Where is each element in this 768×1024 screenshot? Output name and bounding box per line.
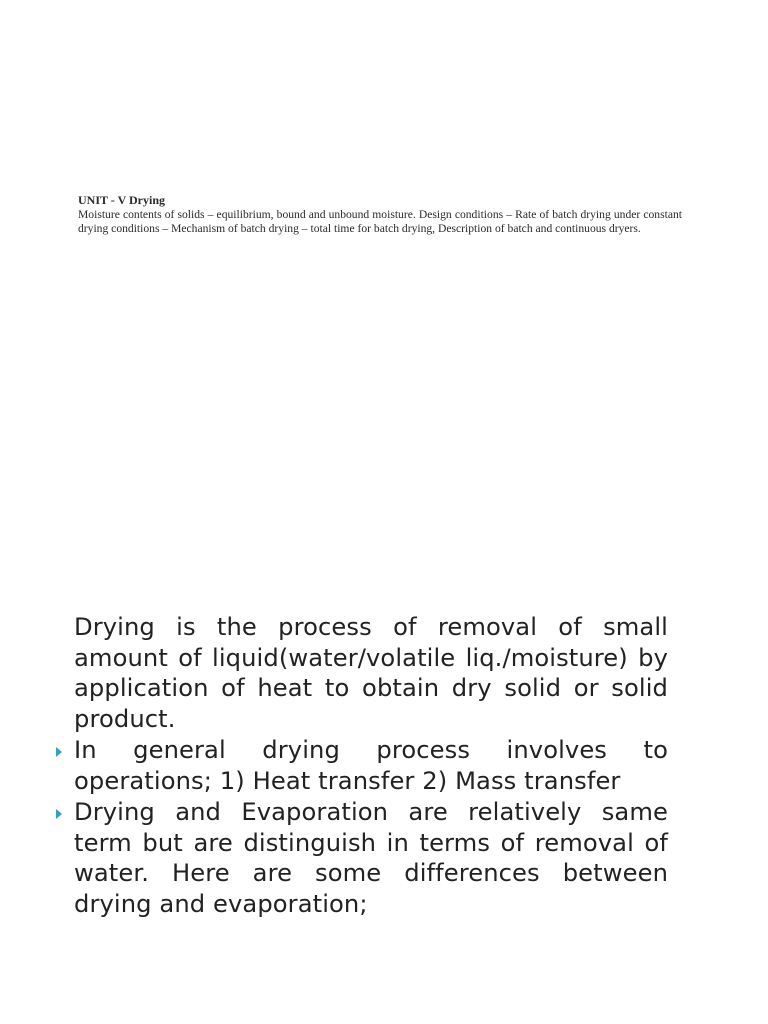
syllabus-block xyxy=(78,193,682,236)
unit-heading: UNIT - V Drying xyxy=(78,193,166,207)
triangle-right-icon xyxy=(56,809,62,819)
drying-slide-text xyxy=(56,612,668,920)
triangle-right-icon xyxy=(56,747,62,757)
bullet-item xyxy=(56,797,668,919)
bullet-text: Drying and Evaporation are relatively same term but are distinguish in terms of removal of water. Here are some differences between drying and evaporation; xyxy=(74,798,668,918)
syllabus-description: Moisture contents of solids – equilibrium, bound and unbound moisture. Design conditions – Rate of batch drying under constant drying conditions – Mechanism of batch drying – total time for batch drying, Description of batch and continuous dryers. xyxy=(78,208,682,235)
drying-definition: Drying is the process of removal of small amount of liquid(water/volatile liq./moisture) by application of heat to obtain dry solid or solid product. xyxy=(74,613,668,733)
bullet-item xyxy=(56,735,668,796)
bullet-text: In general drying process involves to operations; 1) Heat transfer 2) Mass transfer xyxy=(74,736,668,795)
